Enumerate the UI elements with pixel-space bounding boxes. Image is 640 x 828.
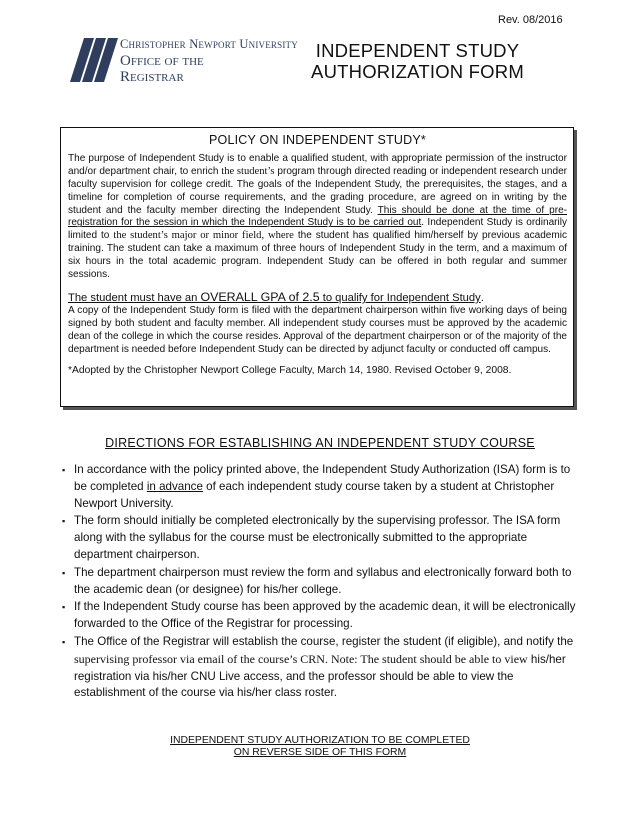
bullet-icon: ▪ [62,516,66,527]
form-title-line2: AUTHORIZATION FORM [311,61,524,82]
policy-text: the student has qualified him/herself by previous academic training. The student can take a maximum of three hours of Independent Study in the term, and a maximum of six hours in the total academic program. Independent Study can be offered in both regular and summer sessions. [68,230,567,281]
directions-heading: DIRECTIONS FOR ESTABLISHING AN INDEPENDENT STUDY COURSE [105,436,535,450]
university-logo [70,38,310,90]
gpa-text: to qualify for Independent Study [319,291,481,304]
logo-office-line: Office of the [120,52,204,69]
bullet-icon: ▪ [62,465,66,475]
logo-registrar-line: Registrar [120,68,184,85]
revision-date: Rev. 08/2016 [498,14,563,26]
form-title-line1: INDEPENDENT STUDY [315,40,520,61]
stripes-logo-icon [70,38,118,82]
list-item-underlined: in advance [146,479,203,493]
policy-box [60,127,574,407]
gpa-requirement [68,291,567,305]
list-item [62,599,582,633]
policy-text: The purpose of Independent Study is to enable a qualified student, with appropriate permission of the instructor and/or department chair, to enrich [68,152,567,177]
policy-underlined-text: This should be done at the time of pre-registration for the session in which the Independent Study is to be carried out [68,204,567,229]
policy-text: . Independent Study is ordinarily limited to [68,217,567,242]
gpa-text: . [480,291,484,304]
list-item-text: his/her registration via his/her CNU Live access, and the professor should be able to view the establishment of the course via his/her class roster. [74,652,566,700]
policy-footnote: *Adopted by the Christopher Newport College Faculty, March 14, 1980. Revised October 9, 2008. [68,364,512,376]
list-item [62,634,582,702]
directions-list [62,462,582,703]
bullet-icon: ▪ [62,636,66,647]
policy-paragraph-purpose [68,153,567,282]
bullet-icon: ▪ [62,567,66,578]
form-title [300,40,535,82]
reverse-note-line2: ON REVERSE SIDE OF THIS FORM [233,747,407,758]
policy-text: program through directed reading or independent research under faculty supervision for college credit. The goals of the Independent Study, the prerequisites, the stages, and a timeline for completion of course requirements, and the grading procedure, are agreed on in writing by the student and the faculty member directing the Independent Study. [68,165,568,216]
list-item-text: supervising professor via email of the course’s CRN. Note: The student should be able to view [74,651,528,666]
list-item [62,462,582,512]
gpa-value: OVERALL GPA of 2.5 [200,289,320,304]
list-item-text: The Office of the Registrar will establish the course, register the student (if eligible), and notify the [74,634,574,648]
list-item-text: If the Independent Study course has been approved by the academic dean, it will be electronically forwarded to the Office of the Registrar for processing. [74,600,576,631]
list-item-text: of each independent study course taken by a student at Christopher Newport University. [74,479,555,510]
list-item [62,513,582,563]
list-item-text: The form should initially be completed electronically by the supervising professor. The ISA form along with the syllabus for the course must be electronically submitted to the appropriate department chairperson. [74,514,561,561]
policy-paragraph-filing: A copy of the Independent Study form is filed with the department chairperson within five working days of being signed by both student and faculty member. All independent study courses must be approved by the academic dean of the college in which the course resides. Approval of the department chairperson or of the majority of the department is needed before Independent Study can be directed by adjunct faculty or conducted off campus. [68,304,567,355]
policy-text: the student’s major or minor field, where [113,230,294,242]
bullet-icon: ▪ [62,602,66,613]
logo-text [120,38,298,85]
policy-heading: POLICY ON INDEPENDENT STUDY* [209,133,426,147]
logo-university-name: Christopher Newport University [120,37,298,51]
reverse-side-note [160,735,480,759]
reverse-note-line1: INDEPENDENT STUDY AUTHORIZATION TO BE COMPLETED [170,735,470,746]
list-item-text: The department chairperson must review the form and syllabus and electronically forward both to the academic dean (or designee) for his/her college. [74,565,572,596]
policy-text: the student’s [221,165,275,177]
gpa-text: The student must have an [68,291,201,304]
list-item [62,565,582,599]
list-item-text: In accordance with the policy printed above, the Independent Study Authorization (ISA) form is to be completed [74,463,571,493]
